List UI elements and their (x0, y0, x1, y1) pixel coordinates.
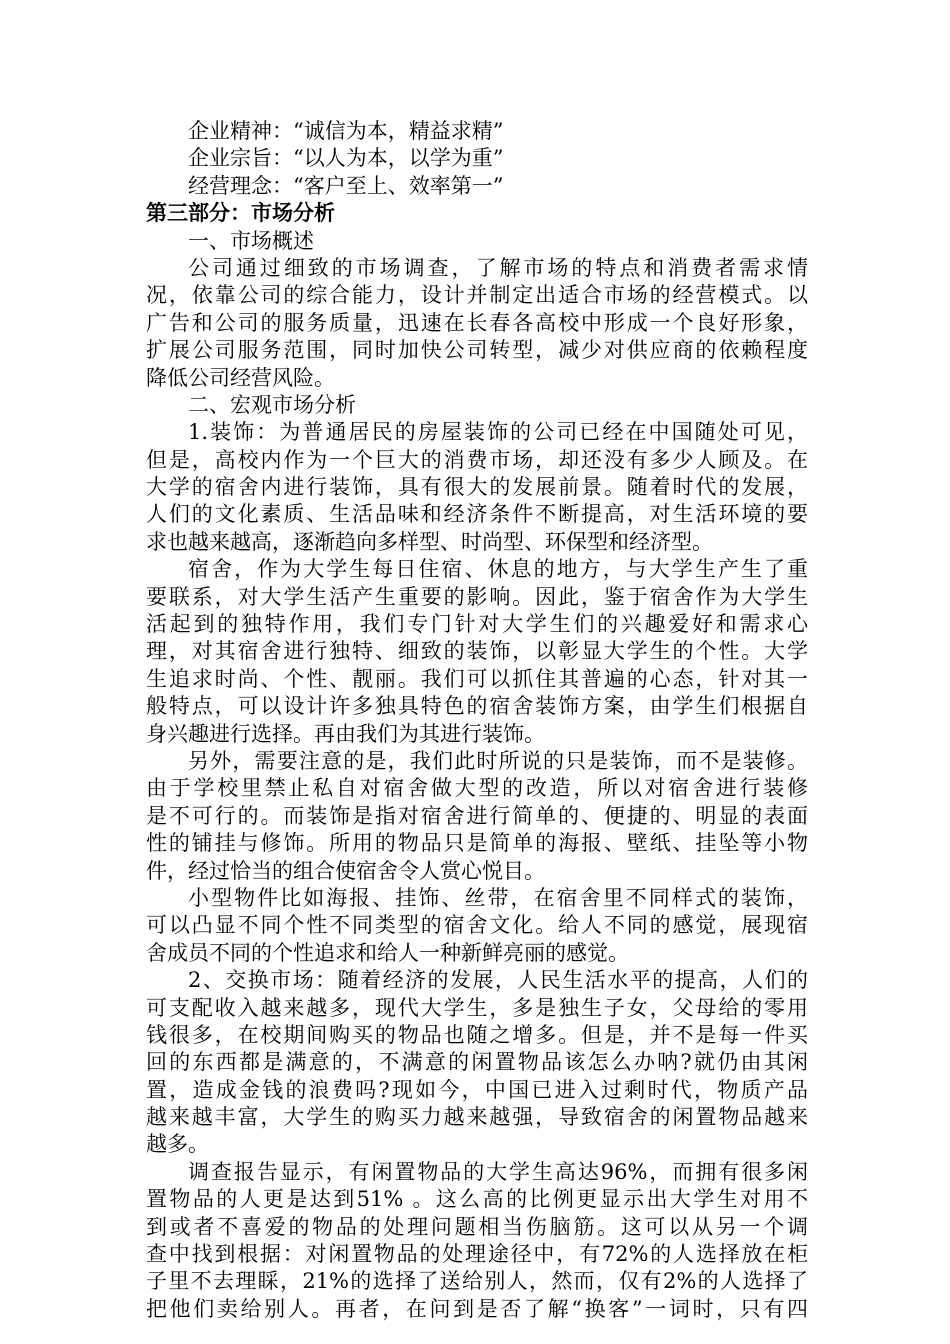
text-line: 身兴趣进行选择。再由我们为其进行装饰。 (146, 721, 545, 746)
text-line: 1.装饰：为普通居民的房屋装饰的公司已经在中国随处可见， (188, 420, 808, 445)
text-line: 二、宏观市场分析 (188, 392, 356, 417)
text-line: 要联系，对大学生活产生重要的影响。因此，鉴于宿舍作为大学生 (146, 584, 808, 609)
text-line: 另外，需要注意的是，我们此时所说的只是装饰，而不是装修。 (188, 748, 808, 773)
text-line: 降低公司经营风险。 (146, 365, 335, 390)
text-line: 由于学校里禁止私自对宿舍做大型的改造，所以对宿舍进行装修 (146, 776, 808, 801)
text-line: 理，对其宿舍进行独特、细致的装饰，以彰显大学生的个性。大学 (146, 639, 808, 664)
text-line: 性的铺挂与修饰。所用的物品只是简单的海报、壁纸、挂坠等小物 (146, 831, 808, 856)
text-line: 是不可行的。而装饰是指对宿舍进行简单的、便捷的、明显的表面 (146, 803, 808, 828)
text-line: 舍成员不同的个性追求和给人一种新鲜亮丽的感觉。 (146, 940, 629, 965)
document-page (146, 118, 808, 1323)
text-line: 越来越丰富，大学生的购买力越来越强，导致宿舍的闲置物品越来 (146, 1105, 808, 1130)
text-line: 企业精神：“诚信为本，精益求精” (188, 119, 504, 143)
text-line: 扩展公司服务范围，同时加快公司转型，减少对供应商的依赖程度 (146, 338, 808, 363)
text-line: 公司通过细致的市场调查，了解市场的特点和消费者需求情 (188, 255, 808, 280)
text-line: 小型物件比如海报、挂饰、丝带，在宿舍里不同样式的装饰， (188, 885, 808, 910)
text-line: 置物品的人更是达到51% 。这么高的比例更显示出大学生对用不 (146, 1187, 808, 1212)
text-line: 广告和公司的服务质量，迅速在长春各高校中形成一个良好形象， (146, 310, 808, 335)
text-line: 把他们卖给别人。再者，在问到是否了解“换客”一词时，只有四 (146, 1296, 808, 1321)
text-line: 求也越来越高，逐渐趋向多样型、时尚型、环保型和经济型。 (146, 529, 713, 554)
text-line: 子里不去理睬，21%的选择了送给别人，然而，仅有2%的人选择了 (146, 1269, 808, 1294)
text-line: 可以凸显不同个性不同类型的宿舍文化。给人不同的感觉，展现宿 (146, 913, 808, 938)
text-line: 人们的文化素质、生活品味和经济条件不断提高，对生活环境的要 (146, 502, 808, 527)
text-line: 可支配收入越来越多，现代大学生，多是独生子女，父母给的零用 (146, 995, 808, 1020)
section-title: 第三部分：市场分析 (146, 201, 335, 226)
text-line: 件，经过恰当的组合使宿舍令人赏心悦目。 (146, 858, 545, 883)
text-line: 大学的宿舍内进行装饰，具有很大的发展前景。随着时代的发展， (146, 475, 808, 500)
text-line: 活起到的独特作用，我们专门针对大学生们的兴趣爱好和需求心 (146, 612, 808, 637)
text-line: 宿舍，作为大学生每日住宿、休息的地方，与大学生产生了重 (188, 557, 808, 582)
text-line: 回的东西都是满意的，不满意的闲置物品该怎么办呐?就仍由其闲 (146, 1050, 808, 1075)
text-line: 查中找到根据：对闲置物品的处理途径中，有72%的人选择放在柜 (146, 1242, 808, 1267)
text-line: 2、交换市场：随着经济的发展，人民生活水平的提高，人们的 (188, 968, 808, 993)
text-line: 企业宗旨：“以人为本，以学为重” (188, 146, 504, 171)
text-line: 置，造成金钱的浪费吗?现如今，中国已进入过剩时代，物质产品 (146, 1077, 808, 1102)
text-line: 生追求时尚、个性、靓丽。我们可以抓住其普遍的心态，针对其一 (146, 666, 808, 691)
text-line: 况，依靠公司的综合能力，设计并制定出适合市场的经营模式。以 (146, 283, 808, 308)
text-line: 到或者不喜爱的物品的处理问题相当伤脑筋。这可以从另一个调 (146, 1214, 808, 1239)
text-line: 调查报告显示，有闲置物品的大学生高达96%，而拥有很多闲 (188, 1159, 808, 1184)
text-line: 般特点，可以设计许多独具特色的宿舍装饰方案，由学生们根据自 (146, 694, 808, 719)
text-line: 经营理念：“客户至上、效率第一” (188, 173, 504, 198)
text-line: 但是，高校内作为一个巨大的消费市场，却还没有多少人顾及。在 (146, 447, 808, 472)
text-line: 一、市场概述 (188, 228, 314, 253)
text-line: 越多。 (146, 1132, 209, 1157)
text-line: 钱很多，在校期间购买的物品也随之增多。但是，并不是每一件买 (146, 1022, 808, 1047)
